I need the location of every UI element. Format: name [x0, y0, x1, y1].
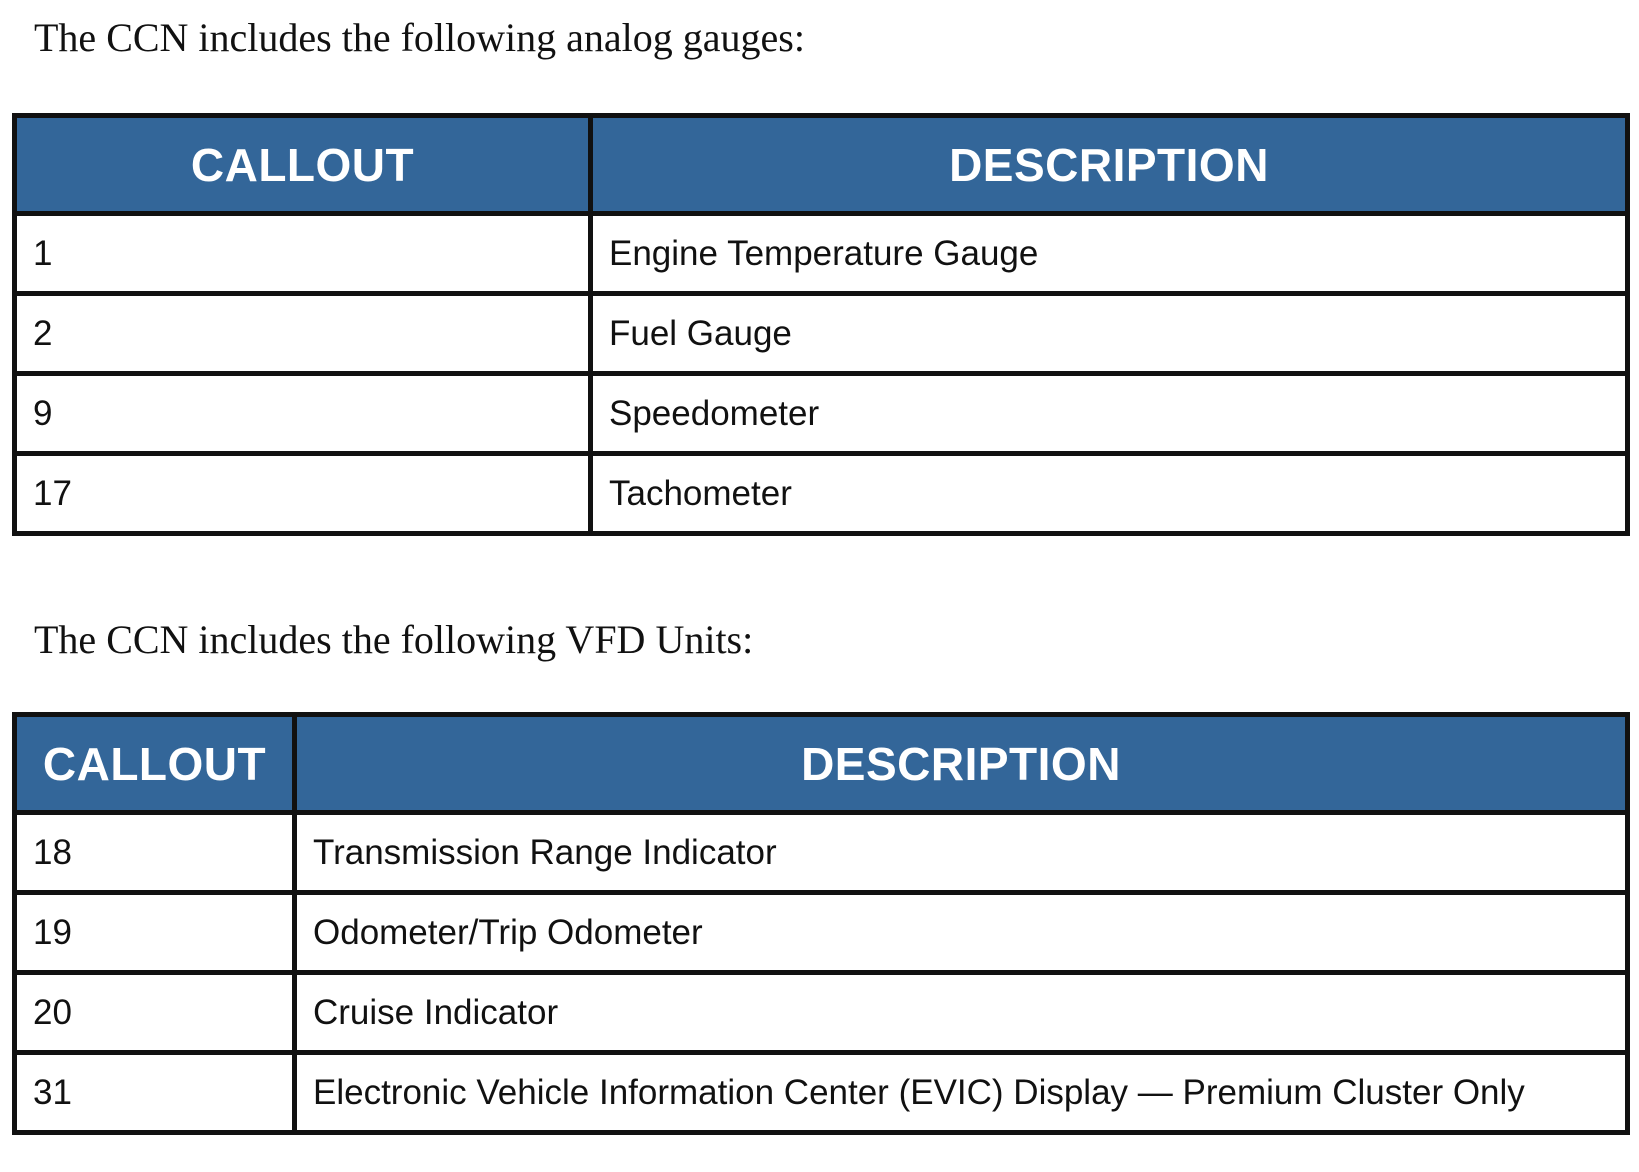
table-row: [15, 454, 1628, 534]
callout-column-header: CALLOUT: [15, 715, 295, 813]
description-column-header: DESCRIPTION: [295, 715, 1628, 813]
callout-cell: 18: [15, 813, 295, 893]
callout-cell: 2: [15, 294, 591, 374]
callout-column-header: CALLOUT: [15, 116, 591, 214]
analog-gauges-intro: The CCN includes the following analog gauges:: [34, 15, 805, 60]
callout-cell: 19: [15, 893, 295, 973]
callout-cell: 31: [15, 1053, 295, 1133]
vfd-units-table: [12, 712, 1630, 1135]
callout-cell: 17: [15, 454, 591, 534]
table-header-row: [15, 116, 1628, 214]
table-row: [15, 1053, 1628, 1133]
table-row: [15, 374, 1628, 454]
table-row: [15, 294, 1628, 374]
description-column-header: DESCRIPTION: [591, 116, 1628, 214]
description-cell: Electronic Vehicle Information Center (EVIC) Display — Premium Cluster Only: [295, 1053, 1628, 1133]
description-cell: Cruise Indicator: [295, 973, 1628, 1053]
table-row: [15, 973, 1628, 1053]
table-row: [15, 214, 1628, 294]
description-cell: Engine Temperature Gauge: [591, 214, 1628, 294]
vfd-units-intro: The CCN includes the following VFD Units:: [34, 617, 754, 662]
table-row: [15, 813, 1628, 893]
description-cell: Transmission Range Indicator: [295, 813, 1628, 893]
table-row: [15, 893, 1628, 973]
callout-cell: 9: [15, 374, 591, 454]
table-header-row: [15, 715, 1628, 813]
description-cell: Fuel Gauge: [591, 294, 1628, 374]
analog-gauges-table: [12, 113, 1630, 536]
description-cell: Tachometer: [591, 454, 1628, 534]
description-cell: Odometer/Trip Odometer: [295, 893, 1628, 973]
callout-cell: 20: [15, 973, 295, 1053]
callout-cell: 1: [15, 214, 591, 294]
description-cell: Speedometer: [591, 374, 1628, 454]
